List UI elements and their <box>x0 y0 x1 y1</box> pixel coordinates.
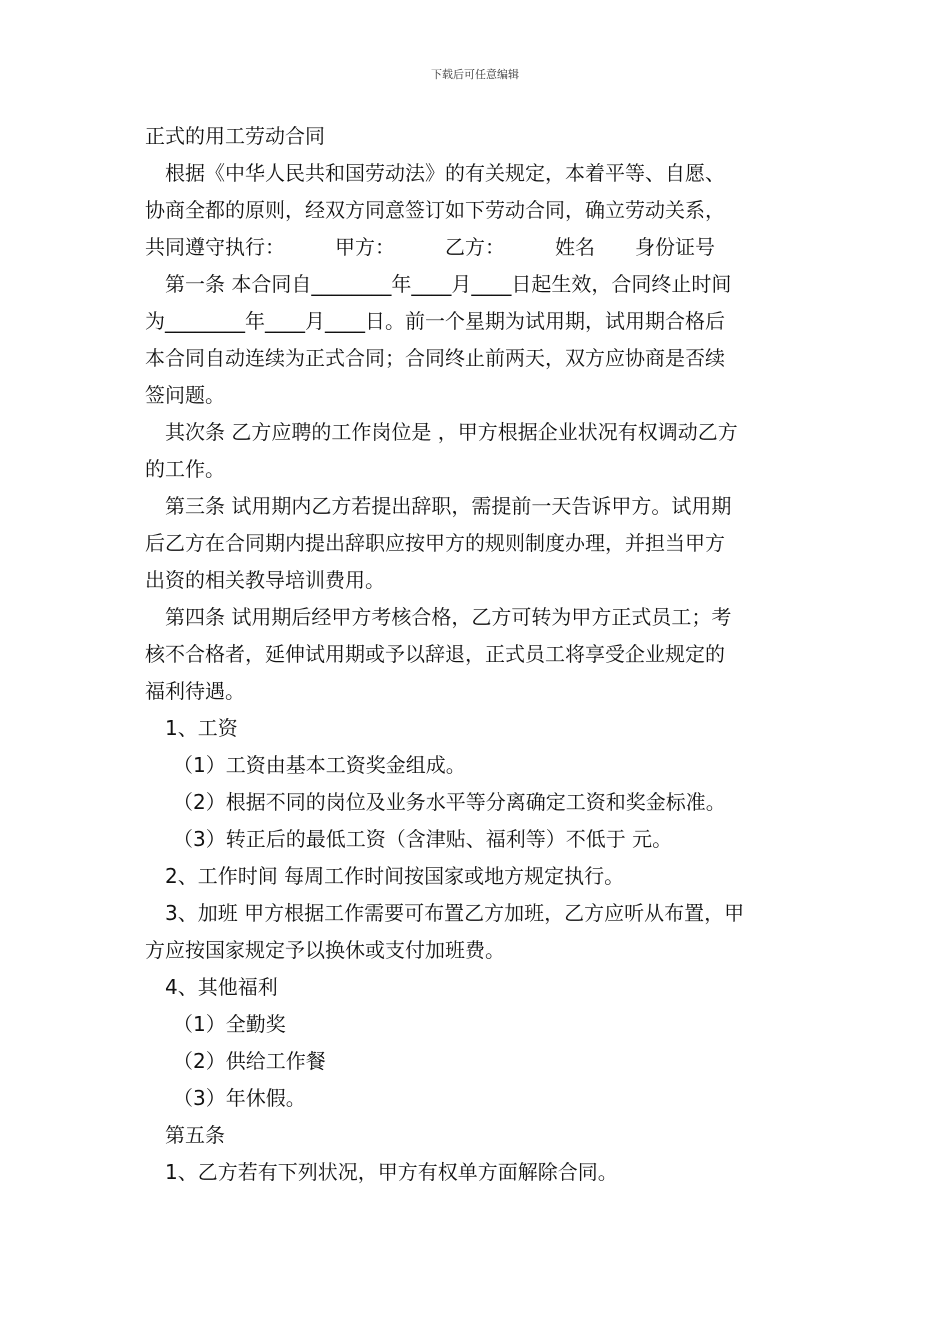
list-item: （2）供给工作餐 <box>173 1049 326 1073</box>
paragraph-line: 签问题。 <box>145 383 225 407</box>
list-item: （1）全勤奖 <box>173 1012 286 1036</box>
paragraph-line: 第一条 本合同自________年____月____日起生效，合同终止时间 <box>165 272 732 296</box>
paragraph-line: 福利待遇。 <box>145 679 245 703</box>
list-item: （1）工资由基本工资奖金组成。 <box>173 753 466 777</box>
list-item: 3、加班 甲方根据工作需要可布置乙方加班，乙方应听从布置，甲 <box>165 901 745 925</box>
list-item: （3）年休假。 <box>173 1086 306 1110</box>
list-item: 1、乙方若有下列状况，甲方有权单方面解除合同。 <box>165 1160 618 1184</box>
section-heading: 第五条 <box>165 1123 225 1147</box>
page-header: 下载后可任意编辑 <box>431 68 519 81</box>
paragraph-line: 共同遵守执行： 甲方： 乙方： 姓名 身份证号 <box>145 235 715 259</box>
paragraph-line: 的工作。 <box>145 457 225 481</box>
paragraph-line: 本合同自动连续为正式合同；合同终止前两天，双方应协商是否续 <box>145 346 725 370</box>
paragraph-line: 协商全都的原则，经双方同意签订如下劳动合同，确立劳动关系， <box>145 198 725 222</box>
list-item: 2、工作时间 每周工作时间按国家或地方规定执行。 <box>165 864 625 888</box>
paragraph-line: 出资的相关教导培训费用。 <box>145 568 385 592</box>
document-title: 正式的用工劳动合同 <box>145 124 325 148</box>
list-item: 1、工资 <box>165 716 238 740</box>
list-item: （2）根据不同的岗位及业务水平等分离确定工资和奖金标准。 <box>173 790 726 814</box>
list-item: 4、其他福利 <box>165 975 278 999</box>
paragraph-line: 方应按国家规定予以换休或支付加班费。 <box>145 938 505 962</box>
paragraph-line: 其次条 乙方应聘的工作岗位是 ，甲方根据企业状况有权调动乙方 <box>165 420 738 444</box>
paragraph-line: 为________年____月____日。前一个星期为试用期，试用期合格后 <box>145 309 725 333</box>
paragraph-line: 根据《中华人民共和国劳动法》的有关规定，本着平等、自愿、 <box>165 161 725 185</box>
paragraph-line: 第四条 试用期后经甲方考核合格，乙方可转为甲方正式员工；考 <box>165 605 732 629</box>
list-item: （3）转正后的最低工资（含津贴、福利等）不低于 元。 <box>173 827 673 851</box>
paragraph-line: 后乙方在合同期内提出辞职应按甲方的规则制度办理，并担当甲方 <box>145 531 725 555</box>
paragraph-line: 核不合格者，延伸试用期或予以辞退，正式员工将享受企业规定的 <box>145 642 725 666</box>
paragraph-line: 第三条 试用期内乙方若提出辞职，需提前一天告诉甲方。试用期 <box>165 494 732 518</box>
document-body <box>145 118 810 1191</box>
